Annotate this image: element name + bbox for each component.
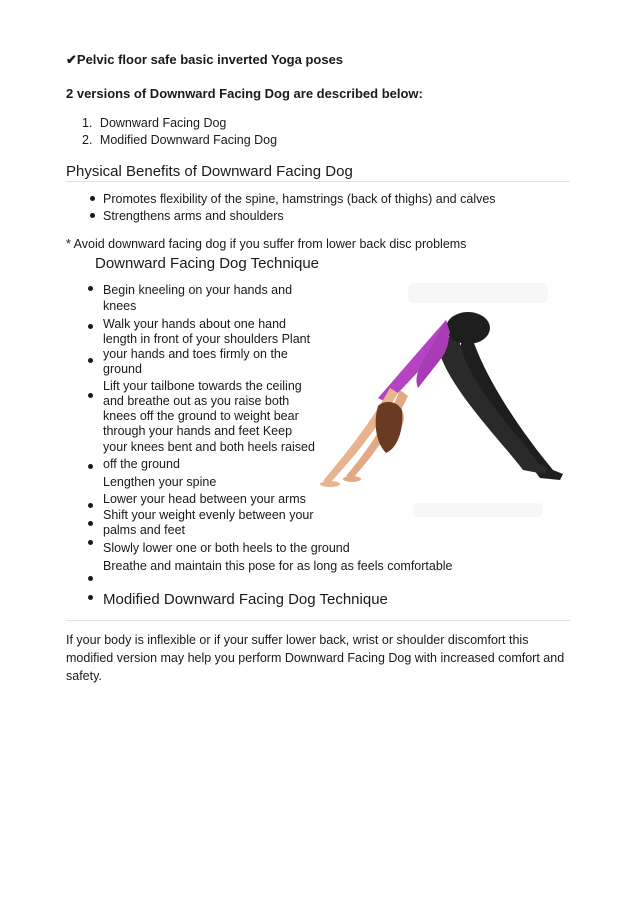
technique-line: Walk your hands about one hand <box>103 317 286 331</box>
bullet-icon <box>88 286 93 291</box>
bullet-icon <box>90 213 95 218</box>
title-text: Pelvic floor safe basic inverted Yoga poses <box>76 52 344 67</box>
technique-line: your knees bent and both heels raised <box>103 440 315 454</box>
modified-heading: Modified Downward Facing Dog Technique <box>103 591 388 608</box>
benefit-item: Promotes flexibility of the spine, hamstrings (back of thighs) and calves <box>103 192 496 206</box>
technique-line: Shift your weight evenly between your <box>103 508 314 522</box>
technique-line: length in front of your shoulders Plant <box>103 332 311 346</box>
technique-line: Slowly lower one or both heels to the ground <box>103 541 350 555</box>
versions-list-item-2 <box>82 132 277 148</box>
list-number: 2. <box>82 133 93 147</box>
bullet-icon <box>90 196 95 201</box>
bullet-icon <box>88 358 93 363</box>
versions-list-item-1 <box>82 115 226 131</box>
versions-heading: 2 versions of Downward Facing Dog are described below: <box>66 86 423 101</box>
list-number: 1. <box>82 116 93 130</box>
technique-line: palms and feet <box>103 523 185 537</box>
technique-line: knees <box>103 299 137 313</box>
technique-line: Breathe and maintain this pose for as long as feels comfortable <box>103 559 453 573</box>
divider <box>66 620 570 621</box>
document-title <box>66 52 343 68</box>
warning-note: * Avoid downward facing dog if you suffer from lower back disc problems <box>66 237 467 251</box>
benefit-item: Strengthens arms and shoulders <box>103 209 284 223</box>
bullet-icon <box>88 464 93 469</box>
modified-paragraph-line: safety. <box>66 669 102 683</box>
bullet-icon <box>88 324 93 329</box>
technique-line: through your hands and feet Keep <box>103 424 293 438</box>
divider <box>66 181 570 182</box>
downward-dog-illustration <box>318 278 568 523</box>
technique-heading: Downward Facing Dog Technique <box>95 255 320 272</box>
bullet-icon <box>88 393 93 398</box>
technique-line: Begin kneeling on your hands and <box>103 283 293 297</box>
bullet-icon <box>88 521 93 526</box>
list-label: Downward Facing Dog <box>99 116 227 130</box>
technique-line: Lift your tailbone towards the ceiling <box>103 379 302 393</box>
yoga-pose-photo <box>318 278 568 523</box>
technique-line: your hands and toes firmly on the <box>103 347 288 361</box>
technique-line: off the ground <box>103 457 180 471</box>
bullet-icon <box>88 503 93 508</box>
technique-line: ground <box>103 362 142 376</box>
technique-line: Lower your head between your arms <box>103 492 306 506</box>
benefits-heading: Physical Benefits of Downward Facing Dog <box>66 163 353 180</box>
bullet-icon <box>88 576 93 581</box>
list-label: Modified Downward Facing Dog <box>99 133 278 147</box>
modified-paragraph-line: modified version may help you perform Downward Facing Dog with increased comfort and <box>66 651 565 665</box>
bullet-icon <box>88 540 93 545</box>
bullet-icon <box>88 595 93 600</box>
modified-paragraph-line: If your body is inflexible or if your suffer lower back, wrist or shoulder discomfort this <box>66 633 529 647</box>
technique-line: and breathe out as you raise both <box>103 394 290 408</box>
technique-line: Lengthen your spine <box>103 475 217 489</box>
checkmark-icon: ✔ <box>66 52 77 67</box>
technique-line: knees off the ground to weight bear <box>103 409 299 423</box>
